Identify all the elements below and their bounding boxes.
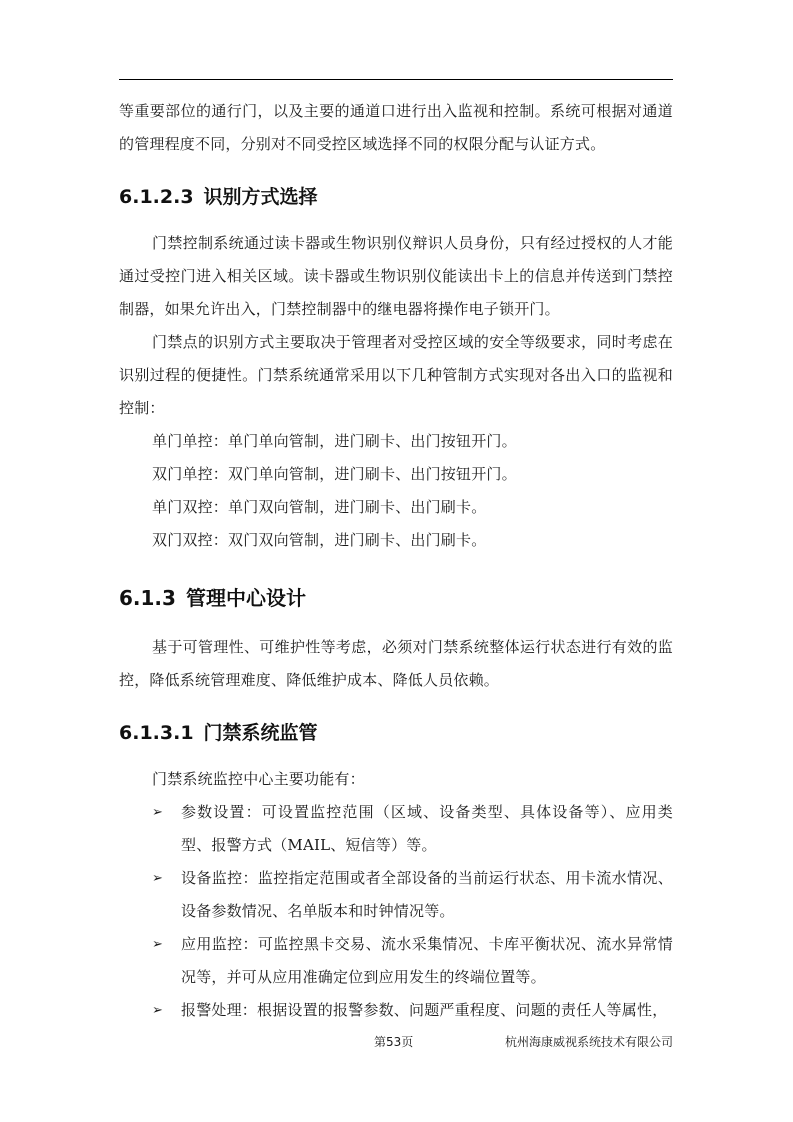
- function-list: [119, 796, 673, 1027]
- arrow-bullet-icon: ➢: [152, 1003, 164, 1018]
- control-mode-item: 单门双控：单门双向管制，进门刷卡、出门刷卡。: [152, 498, 487, 516]
- section-heading-613: [119, 585, 673, 611]
- section-title: 识别方式选择: [203, 186, 318, 208]
- paragraph: 门禁控制系统通过读卡器或生物识别仪辩识人员身份，只有经过授权的人才能通过受控门进入相关区域。读卡器或生物识别仪能读出卡上的信息并传送到门禁控制器，如果允许出入，门禁控制器中的继电器将操作电子锁开门。: [119, 234, 673, 318]
- lead-paragraph: 门禁系统监控中心主要功能有：: [152, 770, 365, 788]
- section-title: 门禁系统监管: [203, 722, 318, 744]
- page-footer: [119, 1032, 673, 1052]
- list-item: [119, 796, 673, 862]
- paragraph: 基于可管理性、可维护性等考虑，必须对门禁系统整体运行状态进行有效的监控，降低系统管理难度、降低维护成本、降低人员依赖。: [119, 638, 673, 689]
- section-heading-6131: [119, 721, 673, 745]
- list-item: [119, 862, 673, 928]
- intro-paragraph: 等重要部位的通行门，以及主要的通道口进行出入监视和控制。系统可根据对通道的管理程度不同，分别对不同受控区域选择不同的权限分配与认证方式。: [119, 102, 673, 153]
- list-item-text: 参数设置：可设置监控范围（区域、设备类型、具体设备等）、应用类型、报警方式（MAIL、短信等）等。: [181, 803, 673, 854]
- company-name: 杭州海康威视系统技术有限公司: [504, 1035, 673, 1049]
- control-mode-item: 单门单控：单门单向管制，进门刷卡、出门按钮开门。: [152, 432, 517, 450]
- section-number: 6.1.2.3: [119, 186, 194, 208]
- control-mode-item: 双门双控：双门双向管制，进门刷卡、出门刷卡。: [152, 531, 487, 549]
- arrow-bullet-icon: ➢: [152, 805, 164, 820]
- header-rule: [119, 79, 673, 80]
- section-number: 6.1.3: [119, 586, 176, 610]
- arrow-bullet-icon: ➢: [152, 937, 164, 952]
- list-item: [119, 928, 673, 994]
- control-mode-item: 双门单控：双门单向管制，进门刷卡、出门按钮开门。: [152, 465, 517, 483]
- arrow-bullet-icon: ➢: [152, 871, 164, 886]
- paragraph: 门禁点的识别方式主要取决于管理者对受控区域的安全等级要求，同时考虑在识别过程的便捷性。门禁系统通常采用以下几种管制方式实现对各出入口的监视和控制：: [119, 333, 673, 417]
- list-item-text: 设备监控：监控指定范围或者全部设备的当前运行状态、用卡流水情况、设备参数情况、名单版本和时钟情况等。: [181, 869, 673, 920]
- list-item: [119, 994, 673, 1027]
- section-heading-6123: [119, 185, 673, 209]
- list-item-text: 应用监控：可监控黑卡交易、流水采集情况、卡库平衡状况、流水异常情况等，并可从应用准确定位到应用发生的终端位置等。: [181, 935, 673, 986]
- section-title: 管理中心设计: [185, 586, 306, 610]
- list-item-text: 报警处理：根据设置的报警参数、问题严重程度、问题的责任人等属性，: [181, 1001, 668, 1019]
- section-number: 6.1.3.1: [119, 722, 194, 744]
- page-number: 第53页: [374, 1035, 414, 1049]
- page-content: [119, 95, 673, 1027]
